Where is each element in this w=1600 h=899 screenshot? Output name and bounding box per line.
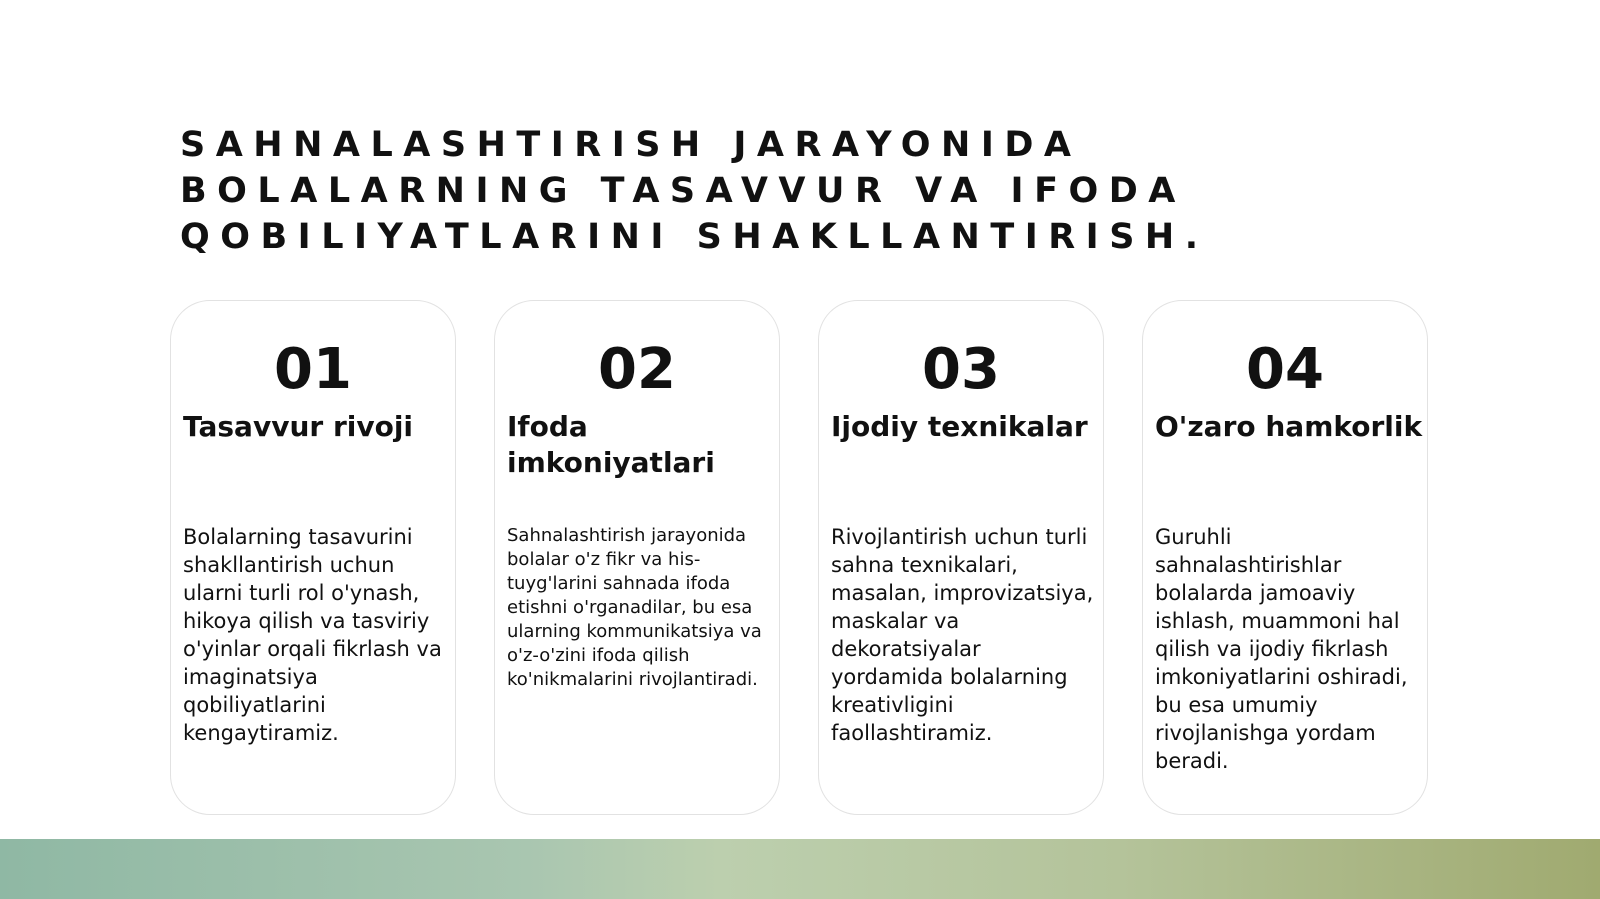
card-number: 04 — [1246, 337, 1324, 402]
card-02 — [494, 300, 780, 815]
card-number: 03 — [922, 337, 1000, 402]
card-number: 01 — [274, 337, 352, 402]
card-04 — [1142, 300, 1428, 815]
card-body: Guruhli sahnalashtirishlar bolalarda jamoaviy ishlash, muammoni hal qilish va ijodiy fikrlash imkoniyatlarini oshiradi, bu esa umumiy rivojlanishga yordam beradi. — [1155, 525, 1408, 773]
card-heading: O'zaro hamkorlik — [1155, 410, 1423, 443]
card-01 — [170, 300, 456, 815]
card-body: Rivojlantirish uchun turli sahna texnikalari, masalan, improvizatsiya, maskalar va dekoratsiyalar yordamida bolalarning kreativligini faollashtiramiz. — [831, 525, 1094, 745]
slide-title: SAHNALASHTIRISH JARAYONIDA BOLALARNING TASAVVUR VA IFODA QOBILIYATLARINI SHAKLLANTIRISH. — [180, 125, 1209, 257]
card-body: Bolalarning tasavurini shakllantirish uchun ularni turli rol o'ynash, hikoya qilish va tasviriy o'yinlar orqali fikrlash va imaginatsiya qobiliyatlarini kengaytiramiz. — [183, 525, 442, 745]
card-heading: Ijodiy texnikalar — [831, 410, 1088, 443]
card-heading: Ifoda imkoniyatlari — [507, 410, 715, 479]
card-number: 02 — [598, 337, 676, 402]
decorative-gradient-band — [0, 839, 1600, 899]
card-03 — [818, 300, 1104, 815]
card-heading: Tasavvur rivoji — [183, 410, 414, 443]
card-body: Sahnalashtirish jarayonida bolalar o'z fikr va his-tuyg'larini sahnada ifoda etishni o'rganadilar, bu esa ularning kommunikatsiya va o'z-o'zini ifoda qilish ko'nikmalarini rivojlantiradi. — [507, 525, 762, 690]
